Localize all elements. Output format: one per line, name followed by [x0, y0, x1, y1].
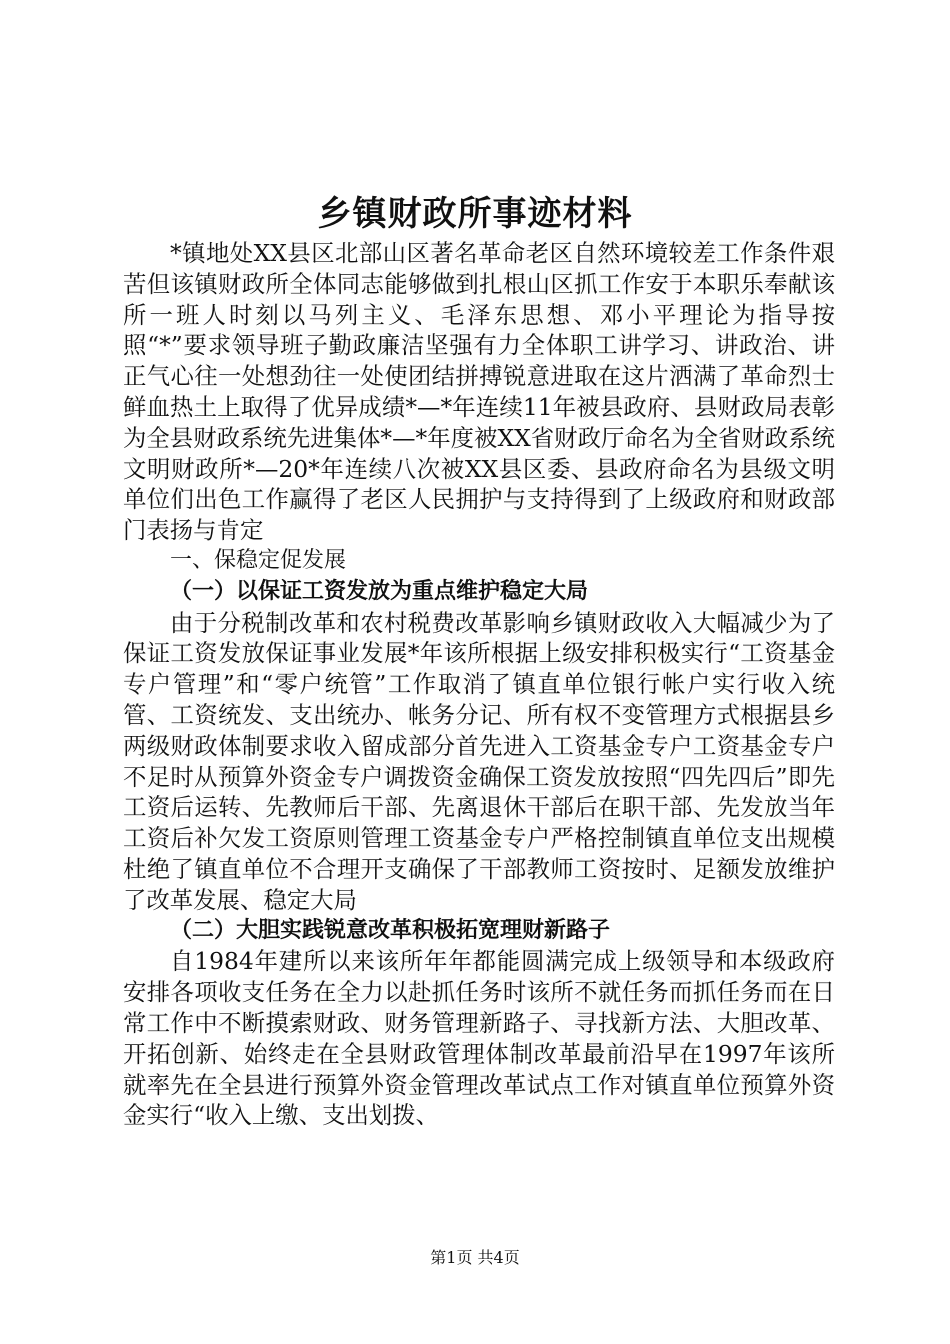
intro-paragraph: *镇地处XX县区北部山区著名革命老区自然环境较差工作条件艰苦但该镇财政所全体同志能够做到扎根山区抓工作安于本职乐奉献该所一班人时刻以马列主义、毛泽东思想、邓小平理论为指导按照“*”要求领导班子勤政廉洁坚强有力全体职工讲学习、讲政治、讲正气心往一处想劲往一处使团结拼搏锐意进取在这片洒满了革命烈士鲜血热土上取得了优异成绩*—*年连续11年被县政府、县财政局表彰为全县财政系统先进集体*—*年度被XX省财政厅命名为全省财政系统文明财政所*—20*年连续八次被XX县区委、县政府命名为县级文明单位们出色工作赢得了老区人民拥护与支持得到了上级政府和财政部门表扬与肯定: [123, 239, 835, 545]
subsection-heading-2: （二）大胆实践锐意改革积极拓宽理财新路子: [170, 917, 611, 943]
body-paragraph-1: 由于分税制改革和农村税费改革影响乡镇财政收入大幅减少为了保证工资发放保证事业发展*年该所根据上级安排积极实行“工资基金专户管理”和“零户统管”工作取消了镇直单位银行帐户实行收入统管、工资统发、支出统办、帐务分记、所有权不变管理方式根据县乡两级财政体制要求收入留成部分首先进入工资基金专户工资基金专户不足时从预算外资金专户调拨资金确保工资发放按照“四先四后”即先工资后运转、先教师后干部、先离退休干部后在职干部、先发放当年工资后补欠发工资原则管理工资基金专户严格控制镇直单位支出规模杜绝了镇直单位不合理开支确保了干部教师工资按时、足额发放维护了改革发展、稳定大局: [123, 608, 835, 914]
page-footer: 第1页 共4页: [430, 1248, 520, 1267]
subsection-heading-1: （一）以保证工资发放为重点维护稳定大局: [170, 578, 589, 604]
body-paragraph-2: 自1984年建所以来该所年年都能圆满完成上级领导和本级政府安排各项收支任务在全力以赴抓任务时该所不就任务而抓任务而在日常工作中不断摸索财政、财务管理新路子、寻找新方法、大胆改革、开拓创新、始终走在全县财政管理体制改革最前沿早在1997年该所就率先在全县进行预算外资金管理改革试点工作对镇直单位预算外资金实行“收入上缴、支出划拨、: [123, 947, 835, 1130]
document-title: 乡镇财政所事迹材料: [317, 194, 633, 234]
document-body: [123, 238, 835, 1131]
section-heading: 一、保稳定促发展: [170, 547, 347, 573]
